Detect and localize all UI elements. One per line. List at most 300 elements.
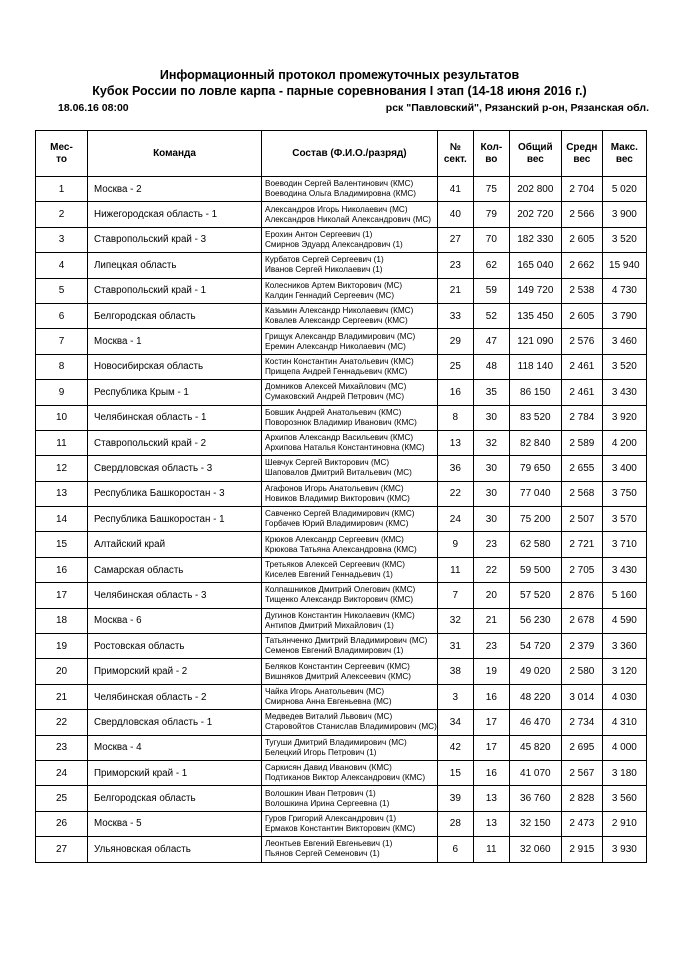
team-cell: Москва - 1 [88,329,262,354]
sector-cell: 34 [437,710,473,735]
member-name: Агафонов Игорь Анатольевич (КМС) [265,483,404,493]
total-weight-cell: 56 230 [509,608,561,633]
sector-cell: 25 [437,354,473,379]
member-name: Горбачев Юрий Владимирович (КМС) [265,519,409,529]
team-cell: Ставропольский край - 2 [88,430,262,455]
max-weight-cell: 5 020 [602,177,646,202]
total-weight-cell: 135 450 [509,303,561,328]
max-weight-cell: 3 560 [602,786,646,811]
table-row [36,786,647,811]
members-cell [262,456,438,481]
protocol-title: Информационный протокол промежуточных результатов [159,68,520,82]
member-name: Еремин Александр Николаевич (МС) [265,341,406,351]
max-weight-cell: 3 570 [602,507,646,532]
place-cell: 24 [36,760,88,785]
team-cell: Самарская область [88,557,262,582]
total-weight-cell: 182 330 [509,227,561,252]
table-row [36,583,647,608]
max-weight-cell: 3 400 [602,456,646,481]
place-cell: 13 [36,481,88,506]
avg-weight-cell: 2 605 [561,303,602,328]
team-cell: Республика Башкоростан - 1 [88,507,262,532]
members-cell [262,253,438,278]
sector-cell: 31 [437,634,473,659]
avg-weight-cell: 2 704 [561,177,602,202]
member-name: Ерохин Антон Сергеевич (1) [265,229,373,239]
sector-cell: 6 [437,837,473,862]
max-weight-cell: 2 910 [602,811,646,836]
sector-cell: 42 [437,735,473,760]
count-cell: 23 [473,532,509,557]
sector-cell: 40 [437,202,473,227]
member-name: Ковалев Александр Сергеевич (КМС) [265,316,408,326]
max-weight-cell: 3 360 [602,634,646,659]
sector-cell: 33 [437,303,473,328]
total-weight-cell: 45 820 [509,735,561,760]
table-row [36,684,647,709]
member-name: Сумаковский Андрей Петрович (МС) [265,392,405,402]
member-name: Татьянченко Дмитрий Владимирович (МС) [265,636,428,646]
avg-weight-cell: 2 734 [561,710,602,735]
count-cell: 21 [473,608,509,633]
team-cell: Свердловская область - 3 [88,456,262,481]
avg-weight-cell: 2 705 [561,557,602,582]
place-cell: 6 [36,303,88,328]
count-cell: 30 [473,507,509,532]
count-cell: 20 [473,583,509,608]
avg-weight-cell: 2 784 [561,405,602,430]
place-cell: 2 [36,202,88,227]
sector-cell: 22 [437,481,473,506]
max-weight-cell: 3 790 [602,303,646,328]
member-name: Антипов Дмитрий Михайлович (1) [265,620,394,630]
member-name: Савченко Сергей Владимирович (КМС) [265,509,415,519]
team-cell: Приморский край - 2 [88,659,262,684]
team-cell: Приморский край - 1 [88,760,262,785]
member-name: Колесников Артем Викторович (МС) [265,280,403,290]
member-name: Старовойтов Станислав Владимирович (МС) [265,722,437,732]
sector-cell: 32 [437,608,473,633]
member-name: Грищук Александр Владимирович (МС) [265,331,416,341]
count-cell: 48 [473,354,509,379]
members-cell [262,354,438,379]
table-row [36,405,647,430]
member-name: Александров Игорь Николаевич (МС) [265,204,408,214]
avg-weight-cell: 2 566 [561,202,602,227]
members-cell [262,710,438,735]
avg-weight-cell: 2 828 [561,786,602,811]
total-weight-cell: 77 040 [509,481,561,506]
max-weight-cell: 3 430 [602,380,646,405]
avg-weight-cell: 2 507 [561,507,602,532]
max-weight-cell: 5 160 [602,583,646,608]
header-row [36,131,647,177]
member-name: Пьянов Сергей Семенович (1) [265,849,380,859]
members-cell [262,430,438,455]
total-weight-cell: 41 070 [509,760,561,785]
max-weight-cell: 3 430 [602,557,646,582]
avg-weight-cell: 2 379 [561,634,602,659]
max-weight-cell: 3 520 [602,227,646,252]
team-cell: Москва - 6 [88,608,262,633]
avg-weight-cell: 2 721 [561,532,602,557]
place-cell: 20 [36,659,88,684]
place-cell: 9 [36,380,88,405]
avg-weight-cell: 2 567 [561,760,602,785]
place-cell: 17 [36,583,88,608]
avg-weight-cell: 2 538 [561,278,602,303]
max-weight-cell: 4 590 [602,608,646,633]
team-cell: Челябинская область - 2 [88,684,262,709]
results-table [35,130,647,863]
team-cell: Ставропольский край - 1 [88,278,262,303]
sector-cell: 7 [437,583,473,608]
place-cell: 5 [36,278,88,303]
place-cell: 16 [36,557,88,582]
max-weight-cell: 3 710 [602,532,646,557]
members-cell [262,760,438,785]
avg-weight-cell: 3 014 [561,684,602,709]
count-cell: 11 [473,837,509,862]
total-weight-cell: 82 840 [509,430,561,455]
avg-weight-cell: 2 576 [561,329,602,354]
col-header-count: Кол- во [473,131,509,177]
avg-weight-cell: 2 461 [561,354,602,379]
table-row [36,507,647,532]
member-name: Волошкина Ирина Сергеевна (1) [265,798,390,808]
member-name: Крюков Александр Сергеевич (КМС) [265,534,404,544]
count-cell: 13 [473,786,509,811]
member-name: Леонтьев Евгений Евгеньевич (1) [265,839,393,849]
max-weight-cell: 3 180 [602,760,646,785]
member-name: Ермаков Константин Викторович (КМС) [265,823,416,833]
member-name: Саркисян Давид Иванович (КМС) [265,763,392,773]
place-cell: 18 [36,608,88,633]
total-weight-cell: 118 140 [509,354,561,379]
sector-cell: 39 [437,786,473,811]
members-cell [262,659,438,684]
place-cell: 22 [36,710,88,735]
count-cell: 75 [473,177,509,202]
max-weight-cell: 4 310 [602,710,646,735]
table-row [36,456,647,481]
total-weight-cell: 79 650 [509,456,561,481]
total-weight-cell: 149 720 [509,278,561,303]
avg-weight-cell: 2 473 [561,811,602,836]
table-row [36,202,647,227]
sector-cell: 24 [437,507,473,532]
team-cell: Новосибирская область [88,354,262,379]
table-row [36,303,647,328]
count-cell: 52 [473,303,509,328]
member-name: Киселев Евгений Геннадьевич (1) [265,570,393,580]
team-cell: Республика Крым - 1 [88,380,262,405]
max-weight-cell: 3 900 [602,202,646,227]
avg-weight-cell: 2 580 [561,659,602,684]
member-name: Шевчук Сергей Викторович (МС) [265,458,390,468]
sector-cell: 16 [437,380,473,405]
member-name: Поворознюк Владимир Иванович (КМС) [265,417,417,427]
member-name: Беляков Константин Сергеевич (КМС) [265,661,410,671]
total-weight-cell: 36 760 [509,786,561,811]
venue-label: рск "Павловский", Рязанский р-он, Рязанская обл. [385,102,649,114]
place-cell: 14 [36,507,88,532]
max-weight-cell: 3 920 [602,405,646,430]
col-header-avg: Средн вес [561,131,602,177]
max-weight-cell: 3 930 [602,837,646,862]
member-name: Прищепа Андрей Геннадьевич (КМС) [265,366,408,376]
member-name: Колпашников Дмитрий Олегович (КМС) [265,585,416,595]
table-row [36,659,647,684]
members-cell [262,405,438,430]
table-row [36,227,647,252]
avg-weight-cell: 2 568 [561,481,602,506]
member-name: Тугуши Дмитрий Владимирович (МС) [265,737,407,747]
table-row [36,608,647,633]
member-name: Курбатов Сергей Сергеевич (1) [265,255,384,265]
count-cell: 59 [473,278,509,303]
place-cell: 3 [36,227,88,252]
member-name: Архипов Александр Васильевич (КМС) [265,433,414,443]
member-name: Александров Николай Александрович (МС) [265,214,432,224]
place-cell: 10 [36,405,88,430]
total-weight-cell: 83 520 [509,405,561,430]
place-cell: 8 [36,354,88,379]
competition-title: Кубок России по ловле карпа - парные соревнования I этап (14-18 июня 2016 г.) [92,84,587,98]
sector-cell: 29 [437,329,473,354]
member-name: Калдин Геннадий Сергеевич (МС) [265,290,395,300]
avg-weight-cell: 2 605 [561,227,602,252]
col-header-team: Команда [88,131,262,177]
member-name: Волошкин Иван Петрович (1) [265,788,376,798]
max-weight-cell: 15 940 [602,253,646,278]
team-cell: Нижегородская область - 1 [88,202,262,227]
members-cell [262,735,438,760]
members-cell [262,811,438,836]
team-cell: Москва - 4 [88,735,262,760]
avg-weight-cell: 2 662 [561,253,602,278]
sector-cell: 11 [437,557,473,582]
place-cell: 27 [36,837,88,862]
team-cell: Белгородская область [88,786,262,811]
members-cell [262,177,438,202]
table-row [36,710,647,735]
place-cell: 1 [36,177,88,202]
team-cell: Челябинская область - 1 [88,405,262,430]
members-cell [262,608,438,633]
sector-cell: 3 [437,684,473,709]
count-cell: 13 [473,811,509,836]
count-cell: 47 [473,329,509,354]
member-name: Дугинов Константин Николаевич (КМС) [265,610,415,620]
table-row [36,532,647,557]
members-cell [262,557,438,582]
report-datetime: 18.06.16 08:00 [58,102,129,114]
place-cell: 12 [36,456,88,481]
table-row [36,557,647,582]
sector-cell: 13 [437,430,473,455]
total-weight-cell: 48 220 [509,684,561,709]
sector-cell: 9 [437,532,473,557]
col-header-place: Мес- то [36,131,88,177]
member-name: Подтиканов Виктор Александрович (КМС) [265,773,426,783]
total-weight-cell: 59 500 [509,557,561,582]
member-name: Домников Алексей Михайлович (МС) [265,382,407,392]
table-row [36,177,647,202]
member-name: Крюкова Татьяна Александровна (КМС) [265,544,417,554]
total-weight-cell: 202 720 [509,202,561,227]
count-cell: 30 [473,456,509,481]
total-weight-cell: 32 060 [509,837,561,862]
table-row [36,760,647,785]
col-header-members: Состав (Ф.И.О./разряд) [262,131,438,177]
avg-weight-cell: 2 589 [561,430,602,455]
total-weight-cell: 86 150 [509,380,561,405]
total-weight-cell: 49 020 [509,659,561,684]
sector-cell: 28 [437,811,473,836]
members-cell [262,227,438,252]
avg-weight-cell: 2 461 [561,380,602,405]
team-cell: Челябинская область - 3 [88,583,262,608]
total-weight-cell: 54 720 [509,634,561,659]
member-name: Семенов Евгений Владимирович (1) [265,646,404,656]
count-cell: 17 [473,710,509,735]
sector-cell: 36 [437,456,473,481]
member-name: Белецкий Игорь Петрович (1) [265,747,377,757]
place-cell: 11 [36,430,88,455]
place-cell: 21 [36,684,88,709]
avg-weight-cell: 2 915 [561,837,602,862]
sector-cell: 15 [437,760,473,785]
team-cell: Москва - 5 [88,811,262,836]
count-cell: 70 [473,227,509,252]
max-weight-cell: 4 200 [602,430,646,455]
count-cell: 32 [473,430,509,455]
members-cell [262,278,438,303]
col-header-total: Общий вес [509,131,561,177]
member-name: Тищенко Александр Викторович (КМС) [265,595,414,605]
member-name: Третьяков Алексей Сергеевич (КМС) [265,560,405,570]
member-name: Казьмин Александр Николаевич (КМС) [265,306,414,316]
members-cell [262,507,438,532]
count-cell: 16 [473,760,509,785]
member-name: Смирнова Анна Евгеньевна (МС) [265,697,392,706]
sector-cell: 38 [437,659,473,684]
table-row [36,481,647,506]
members-cell [262,837,438,862]
avg-weight-cell: 2 655 [561,456,602,481]
sector-cell: 21 [437,278,473,303]
table-row [36,430,647,455]
member-name: Бовшик Андрей Анатольевич (КМС) [265,407,402,417]
member-name: Архипова Наталья Константиновна (КМС) [265,443,425,453]
place-cell: 23 [36,735,88,760]
max-weight-cell: 3 750 [602,481,646,506]
sector-cell: 27 [437,227,473,252]
members-cell [262,583,438,608]
members-cell [262,329,438,354]
col-header-sector: № сект. [437,131,473,177]
count-cell: 17 [473,735,509,760]
member-name: Новиков Владимир Викторович (КМС) [265,493,410,503]
avg-weight-cell: 2 695 [561,735,602,760]
member-name: Шаповалов Дмитрий Витальевич (МС) [265,468,412,478]
place-cell: 7 [36,329,88,354]
max-weight-cell: 3 460 [602,329,646,354]
team-cell: Белгородская область [88,303,262,328]
place-cell: 4 [36,253,88,278]
member-name: Костин Константин Анатольевич (КМС) [265,356,414,366]
members-cell [262,380,438,405]
member-name: Медведев Виталий Львович (МС) [265,712,393,722]
team-cell: Республика Башкоростан - 3 [88,481,262,506]
table-row [36,634,647,659]
total-weight-cell: 57 520 [509,583,561,608]
total-weight-cell: 75 200 [509,507,561,532]
place-cell: 26 [36,811,88,836]
table-row [36,837,647,862]
col-header-max: Макс. вес [602,131,646,177]
total-weight-cell: 202 800 [509,177,561,202]
total-weight-cell: 62 580 [509,532,561,557]
table-row [36,278,647,303]
team-cell: Москва - 2 [88,177,262,202]
count-cell: 30 [473,481,509,506]
member-name: Смирнов Эдуард Александрович (1) [265,239,403,249]
max-weight-cell: 3 120 [602,659,646,684]
sector-cell: 41 [437,177,473,202]
place-cell: 15 [36,532,88,557]
members-cell [262,532,438,557]
team-cell: Свердловская область - 1 [88,710,262,735]
members-cell [262,786,438,811]
count-cell: 62 [473,253,509,278]
table-row [36,329,647,354]
count-cell: 23 [473,634,509,659]
max-weight-cell: 4 000 [602,735,646,760]
count-cell: 30 [473,405,509,430]
max-weight-cell: 4 030 [602,684,646,709]
member-name: Иванов Сергей Николаевич (1) [265,265,383,275]
sector-cell: 23 [437,253,473,278]
count-cell: 79 [473,202,509,227]
place-cell: 19 [36,634,88,659]
members-cell [262,684,438,709]
count-cell: 22 [473,557,509,582]
max-weight-cell: 3 520 [602,354,646,379]
table-row [36,354,647,379]
table-row [36,811,647,836]
table-row [36,380,647,405]
team-cell: Ульяновская область [88,837,262,862]
max-weight-cell: 4 730 [602,278,646,303]
table-row [36,735,647,760]
member-name: Гуров Григорий Александрович (1) [265,813,397,823]
count-cell: 35 [473,380,509,405]
total-weight-cell: 121 090 [509,329,561,354]
sector-cell: 8 [437,405,473,430]
team-cell: Ставропольский край - 3 [88,227,262,252]
member-name: Воеводина Ольга Владимировна (КМС) [265,189,416,199]
members-cell [262,303,438,328]
place-cell: 25 [36,786,88,811]
total-weight-cell: 46 470 [509,710,561,735]
team-cell: Липецкая область [88,253,262,278]
members-cell [262,481,438,506]
team-cell: Алтайский край [88,532,262,557]
members-cell [262,634,438,659]
count-cell: 16 [473,684,509,709]
